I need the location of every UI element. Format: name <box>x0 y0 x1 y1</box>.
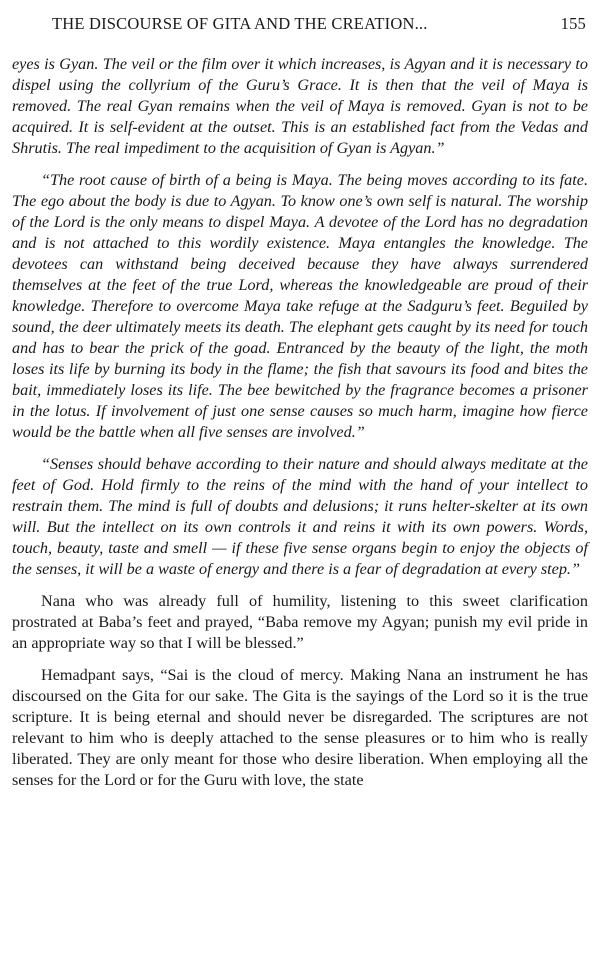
paragraph-nana-prayer: Nana who was already full of humility, listening to this sweet clarification prostrated at Baba’s feet and prayed, “Baba remove my Agyan; punish my evil pride in an appropriate way so that I will be blessed.” <box>12 592 588 652</box>
running-header <box>12 14 588 38</box>
paragraph-maya-senses: “The root cause of birth of a being is Maya. The being moves according to its fate. The ego about the body is due to Agyan. To know one’s own self is natural. The worship of the Lord is the only means to dispel Maya. A devotee of the Lord has no degradation and is not attached to this wordily existence. Maya entangles the knowledge. The devotees can withstand being deceived because they have always surrendered themselves at the feet of the true Lord, whereas the knowledgeable are proud of their knowledge. Therefore to overcome Maya take refuge at the Sadguru’s feet. Beguiled by sound, the deer ultimately meets its death. The elephant gets caught by its need for touch and has to bear the prick of the goad. Entranced by the beauty of the light, the moth loses its life by burning its body in the flame; the fish that savours its food and bites the bait, immediately loses its life. The bee bewitched by the fragrance becomes a prisoner in the lotus. If involvement of just one sense causes so much harm, imagine how fierce would be the battle when all five senses are involved.” <box>12 171 588 441</box>
page-number: 155 <box>560 14 586 33</box>
paragraph-gyan-agyan: eyes is Gyan. The veil or the film over it which increases, is Agyan and it is necessary to dispel using the collyrium of the Guru’s Grace. It is then that the veil of Maya is removed. The real Gyan remains when the veil of Maya is removed. Gyan is not to be acquired. It is self-evident at the outset. This is an established fact from the Vedas and Shrutis. The real impediment to the acquisition of Gyan is Agyan.” <box>12 55 588 157</box>
paragraph-senses-intellect: “Senses should behave according to their nature and should always meditate at the feet of God. Hold firmly to the reins of the mind with the hand of your intellect to restrain them. The mind is full of doubts and delusions; it runs helter-skelter at its own will. But the intellect on its own controls it and reins it with its own powers. Words, touch, beauty, taste and smell — if these five sense organs begin to enjoy the objects of the senses, it will be a waste of energy and there is a fear of degradation at every step.” <box>12 455 588 578</box>
paragraph-hemadpant: Hemadpant says, “Sai is the cloud of mercy. Making Nana an instrument he has discoursed on the Gita for our sake. The Gita is the sayings of the Lord so it is the true scripture. It is being eternal and should never be disregarded. The scriptures are not relevant to him who is deeply attached to the sense pleasures or to him who is really liberated. They are only meant for those who desire liberation. When employing all the senses for the Lord or for the Guru with love, the state <box>12 666 588 789</box>
chapter-title: THE DISCOURSE OF GITA AND THE CREATION... <box>52 14 428 33</box>
